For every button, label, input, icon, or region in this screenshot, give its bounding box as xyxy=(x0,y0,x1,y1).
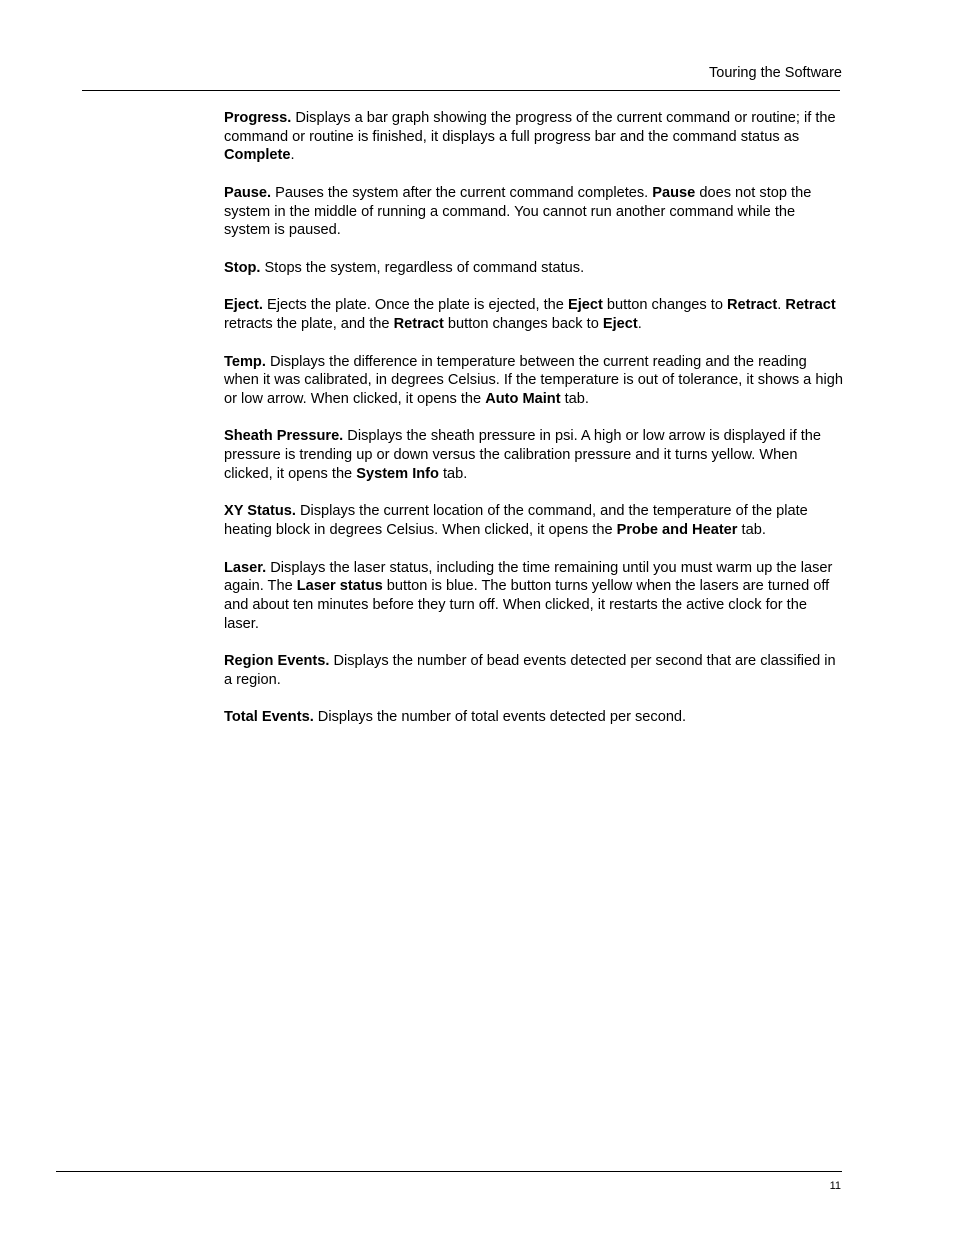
bold-term: Pause. xyxy=(224,184,272,201)
bold-term: XY Status. xyxy=(224,503,296,520)
page-number: 11 xyxy=(829,1180,841,1192)
paragraph-progress xyxy=(224,109,844,165)
paragraph-temp xyxy=(224,353,844,409)
bold-term: Retract xyxy=(785,297,836,314)
body-text: retracts the plate, and the xyxy=(224,316,394,333)
body-text: Displays the laser status, including the time remaining until you must warm up the laser again. The xyxy=(224,559,833,595)
bold-term: Laser status xyxy=(296,578,383,595)
paragraph-sheath-pressure xyxy=(224,427,844,483)
body-text: Stops the system, regardless of command status. xyxy=(260,259,585,276)
bold-term: Temp. xyxy=(224,353,266,370)
bold-term: Probe and Heater xyxy=(616,522,738,539)
body-text: button is blue. The button turns yellow when the lasers are turned off and about ten minutes before they turn off. When clicked, it restarts the active clock for the laser. xyxy=(224,578,830,632)
body-text: button changes to xyxy=(602,297,727,314)
bold-term: Pause xyxy=(652,184,696,201)
body-text: tab. xyxy=(438,465,468,482)
bold-term: Eject xyxy=(602,316,638,333)
bold-term: Laser. xyxy=(224,559,267,576)
bold-term: Eject. xyxy=(224,297,263,314)
paragraph-total-events xyxy=(224,708,844,727)
paragraph-stop xyxy=(224,259,844,278)
bold-term: Retract xyxy=(727,297,778,314)
bold-term: Stop. xyxy=(224,259,261,276)
body-text: Displays the current location of the command, and the temperature of the plate heating block in degrees Celsius. When clicked, it opens the xyxy=(224,503,808,539)
body-text: does not stop the system in the middle of running a command. You cannot run another command while the system is paused. xyxy=(224,184,812,239)
bold-term: Eject xyxy=(567,297,603,314)
bold-term: Progress. xyxy=(224,110,292,126)
body-text: button changes back to xyxy=(443,316,603,333)
body-text: Displays a bar graph showing the progress of the current command or routine; if the command or routine is finished, it displays a full progress bar and the command status as xyxy=(224,110,836,145)
body-text: Displays the number of total events detected per second. xyxy=(313,709,687,726)
bold-term: Auto Maint xyxy=(485,390,561,407)
paragraph-pause xyxy=(224,184,844,240)
running-header-title: Touring the Software xyxy=(709,65,842,81)
body-text: . xyxy=(637,316,642,333)
bold-term: System Info xyxy=(356,465,439,482)
body-text: . xyxy=(777,297,786,314)
body-text: tab. xyxy=(560,390,589,407)
paragraph-laser xyxy=(224,559,844,634)
footer-divider xyxy=(56,1171,842,1172)
document-body xyxy=(224,109,844,746)
paragraph-xy-status xyxy=(224,502,844,539)
body-text: Displays the difference in temperature between the current reading and the reading when it was calibrated, in degrees Celsius. If the temperature is out of tolerance, it shows a high or low arrow. When clicked, it opens the xyxy=(224,353,843,407)
bold-term: Sheath Pressure. xyxy=(224,428,344,445)
bold-term: Region Events. xyxy=(224,653,330,670)
body-text: Ejects the plate. Once the plate is ejected, the xyxy=(262,297,568,314)
body-text: Displays the sheath pressure in psi. A high or low arrow is displayed if the pressure is trending up or down versus the calibration pressure and it turns yellow. When clicked, it opens the xyxy=(224,428,822,482)
bold-term: Total Events. xyxy=(224,709,314,726)
bold-term: Retract xyxy=(393,316,444,333)
body-text: . xyxy=(290,147,295,164)
paragraph-region-events xyxy=(224,652,844,689)
body-text: tab. xyxy=(737,522,766,539)
paragraph-eject xyxy=(224,296,844,333)
body-text: Displays the number of bead events detected per second that are classified in a region. xyxy=(224,653,836,688)
header-divider xyxy=(82,90,840,91)
body-text: Pauses the system after the current command completes. xyxy=(271,184,653,201)
bold-term: Complete xyxy=(224,147,291,164)
